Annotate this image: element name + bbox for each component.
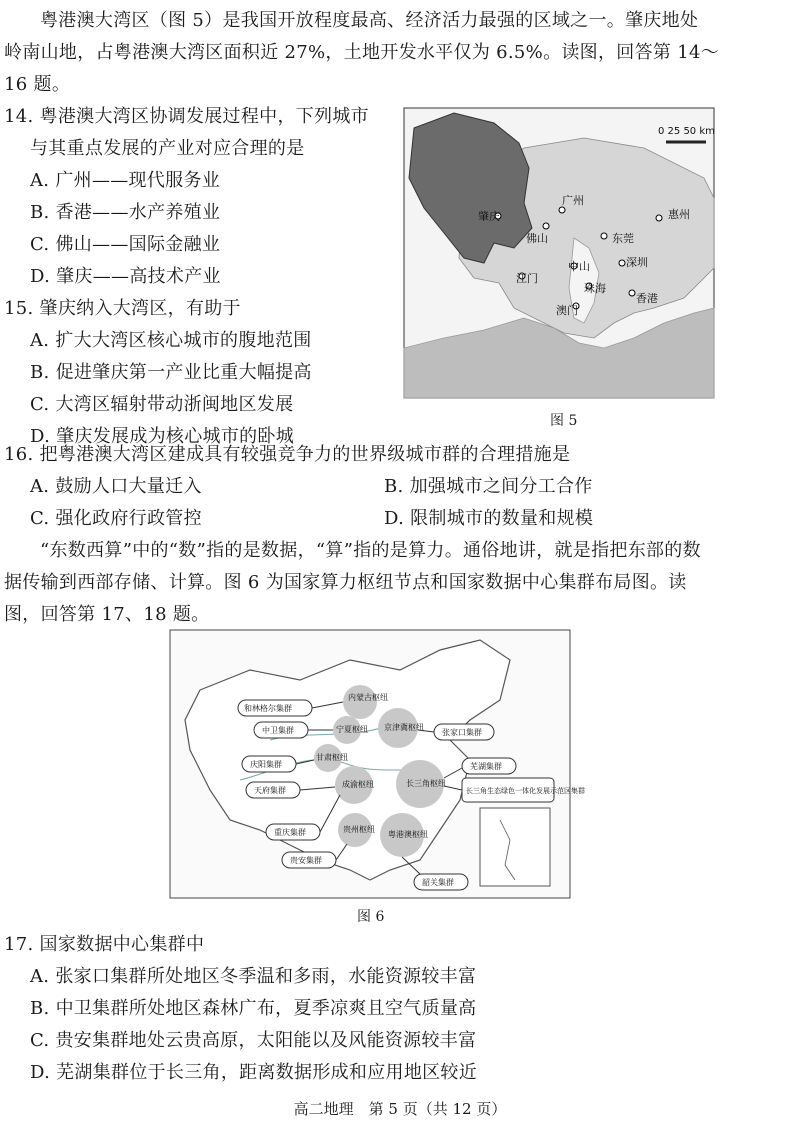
q15-option-c: C. 大湾区辐射带动浙闽地区发展 — [30, 394, 294, 415]
svg-text:庆阳集群: 庆阳集群 — [250, 760, 282, 769]
svg-text:佛山: 佛山 — [526, 232, 548, 245]
city-marker-zhuhai — [584, 281, 606, 295]
svg-text:天府集群: 天府集群 — [254, 786, 286, 795]
q14-option-d: D. 肇庆——高技术产业 — [30, 266, 221, 287]
svg-text:广州: 广州 — [562, 194, 584, 207]
q15-option-d: D. 肇庆发展成为核心城市的卧城 — [30, 426, 295, 447]
q16-option-c: C. 强化政府行政管控 — [30, 508, 202, 529]
q14-option-b: B. 香港——水产养殖业 — [30, 202, 221, 223]
intro-paragraph-line: 岭南山地，占粤港澳大湾区面积近 27%，土地开发水平仅为 6.5%。读图，回答第 14～ — [4, 42, 720, 63]
svg-text:张家口集群: 张家口集群 — [442, 728, 482, 737]
svg-text:长三角枢纽: 长三角枢纽 — [406, 779, 446, 788]
svg-text:长三角生态绿色一体化发展示范区集群: 长三角生态绿色一体化发展示范区集群 — [466, 787, 585, 795]
intro-paragraph-line: 粤港澳大湾区（图 5）是我国开放程度最高、经济活力最强的区域之一。肇庆地处 — [40, 10, 699, 31]
figure-5-caption: 图 5 — [550, 413, 578, 429]
q16-stem: 16. 把粤港澳大湾区建成具有较强竞争力的世界级城市群的合理措施是 — [4, 444, 571, 465]
city-marker-zhongshan — [568, 259, 590, 273]
q14-stem-cont: 与其重点发展的产业对应合理的是 — [30, 138, 305, 159]
city-marker-macau — [556, 303, 579, 317]
svg-text:江门: 江门 — [516, 272, 538, 285]
svg-text:贵安集群: 贵安集群 — [290, 856, 322, 865]
svg-text:重庆集群: 重庆集群 — [274, 828, 306, 837]
intro2-paragraph-line: 据传输到西部存储、计算。图 6 为国家算力枢纽节点和国家数据中心集群布局图。读 — [4, 572, 687, 593]
city-marker-jiangmen — [516, 271, 538, 285]
page-footer: 高二地理 第 5 页（共 12 页） — [293, 1100, 507, 1118]
svg-text:甘肃枢纽: 甘肃枢纽 — [316, 753, 348, 762]
intro2-paragraph-line: 图，回答第 17、18 题。 — [4, 604, 210, 625]
svg-text:内蒙古枢纽: 内蒙古枢纽 — [348, 693, 388, 702]
scale-label: 0 25 50 km — [658, 126, 715, 137]
q16-option-d: D. 限制城市的数量和规模 — [384, 508, 594, 529]
svg-text:澳门: 澳门 — [556, 304, 578, 317]
q17-option-c: C. 贵安集群地处云贵高原，太阳能以及风能资源较丰富 — [30, 1030, 477, 1051]
intro2-paragraph-line: “东数西算”中的“数”指的是数据，“算”指的是算力。通俗地讲，就是指把东部的数 — [40, 540, 701, 561]
figure-6-caption: 图 6 — [357, 909, 385, 925]
figure-6-map — [170, 630, 585, 898]
q14-option-c: C. 佛山——国际金融业 — [30, 234, 221, 255]
q15-stem: 15. 肇庆纳入大湾区，有助于 — [4, 298, 241, 319]
svg-text:成渝枢纽: 成渝枢纽 — [342, 780, 374, 789]
svg-text:粤港澳枢纽: 粤港澳枢纽 — [388, 830, 428, 839]
svg-text:惠州: 惠州 — [668, 208, 690, 221]
svg-text:韶关集群: 韶关集群 — [422, 878, 454, 887]
svg-text:东莞: 东莞 — [612, 232, 634, 245]
svg-text:珠海: 珠海 — [584, 282, 606, 295]
q14-option-a: A. 广州——现代服务业 — [30, 170, 221, 191]
q15-option-b: B. 促进肇庆第一产业比重大幅提高 — [30, 362, 312, 383]
svg-text:中山: 中山 — [568, 260, 590, 273]
q17-option-b: B. 中卫集群所处地区森林广布，夏季凉爽且空气质量高 — [30, 998, 477, 1019]
q15-option-a: A. 扩大大湾区核心城市的腹地范围 — [30, 330, 312, 351]
svg-text:深圳: 深圳 — [626, 256, 648, 269]
q17-option-d: D. 芜湖集群位于长三角，距离数据形成和应用地区较近 — [30, 1062, 478, 1083]
svg-text:贵州枢纽: 贵州枢纽 — [343, 825, 375, 834]
svg-text:宁夏枢纽: 宁夏枢纽 — [336, 725, 368, 734]
svg-text:香港: 香港 — [636, 292, 658, 305]
intro-paragraph-line: 16 题。 — [4, 74, 71, 95]
svg-text:京津冀枢纽: 京津冀枢纽 — [384, 723, 424, 732]
q17-stem: 17. 国家数据中心集群中 — [4, 934, 205, 955]
city-marker-zhaoqing — [478, 209, 501, 223]
svg-text:和林格尔集群: 和林格尔集群 — [244, 704, 292, 713]
q17-option-a: A. 张家口集群所处地区冬季温和多雨，水能资源较丰富 — [30, 966, 477, 987]
figure-5-map — [404, 108, 714, 398]
svg-text:肇庆: 肇庆 — [478, 210, 500, 223]
q14-stem: 14. 粤港澳大湾区协调发展过程中，下列城市 — [4, 106, 369, 127]
svg-text:芜湖集群: 芜湖集群 — [470, 762, 502, 771]
q16-option-a: A. 鼓励人口大量迁入 — [30, 476, 202, 497]
q16-option-b: B. 加强城市之间分工合作 — [384, 476, 593, 497]
svg-text:中卫集群: 中卫集群 — [262, 726, 294, 735]
